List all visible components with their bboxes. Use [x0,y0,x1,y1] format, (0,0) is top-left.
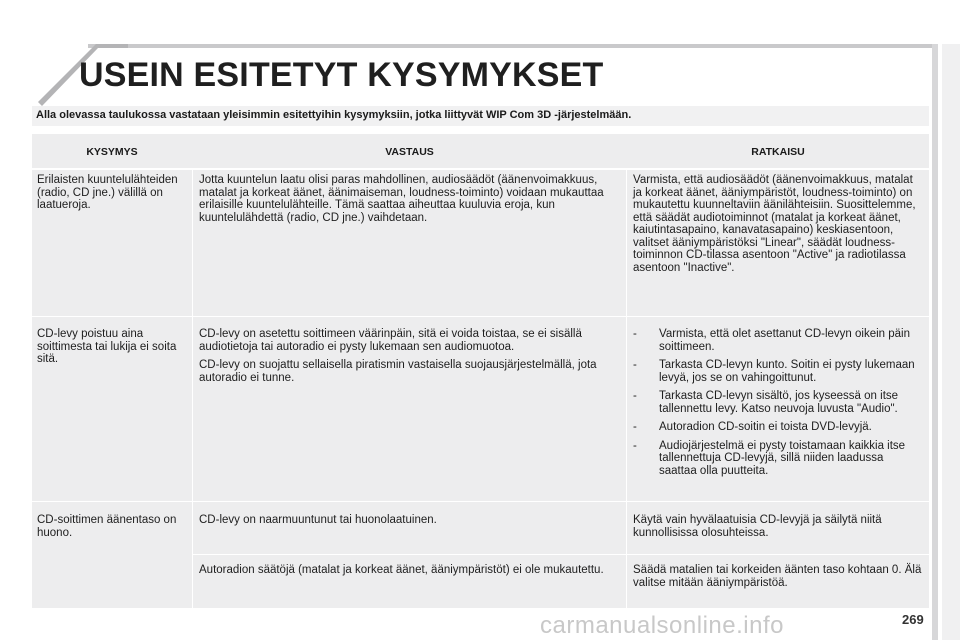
answer-cell [199,564,619,583]
row-divider [32,316,929,317]
solution-paragraph: Käytä vain hyvälaatuisia CD-levyjä ja säilytä niitä kunnollisissa olosuhteissa. [633,514,882,539]
solution-item-text: Tarkasta CD-levyn sisältö, jos kyseessä on itse tallennettu levy. Katso neuvoja luvusta "Audio". [659,390,899,415]
list-dash: - [633,421,637,433]
solution-item-text: Tarkasta CD-levyn kunto. Soitin ei pysty lukemaan levyä, jos se on vahingoittunut. [659,359,915,384]
row-divider [32,501,929,502]
solution-item-text: Audiojärjestelmä ei pysty toistamaan kaikkia itse tallennettuja CD-levyjä, sillä niiden laadussa saattaa olla puutteita. [659,439,906,477]
solution-paragraph: Varmista, että audiosäädöt (äänenvoimakkuus, matalat ja korkeat äänet, ääniympäristöt, loudness-toiminto) on mukautettu kuunneltaviin äänilähteisiin. Suosittelemme, että säädät audiotoiminnot (matalat ja korkeat äänet, kaiutintasapaino, kanavatasapaino) keskiasentoon, valitset ääniympäristöksi "Linear", säädät loudness-toiminnon CD-tilassa asentoon "Active" ja radiotilassa asentoon "Inactive". [633,174,916,274]
question-cell: Erilaisten kuuntelulähteiden (radio, CD jne.) välillä on laatueroja. [37,174,178,211]
column-header-question: KYSYMYS [86,146,138,158]
question-cell: CD-levy poistuu aina soittimesta tai lukija ei soita sitä. [37,328,177,365]
list-dash: - [633,390,637,402]
answer-paragraph: CD-levy on suojattu sellaisella piratismin vastaisella suojausjärjestelmällä, jota autoradio ei tunne. [199,359,597,384]
solution-item-text: Varmista, että olet asettanut CD-levyn oikein päin soittimeen. [659,328,910,353]
column-divider [626,170,627,608]
question-cell: CD-soittimen äänentaso on huono. [37,514,177,539]
intro-text: Alla olevassa taulukossa vastataan yleisimmin esitettyihin kysymyksiin, jotka liittyvät WIP Com 3D -järjestelmään. [36,109,632,121]
page-title: USEIN ESITETYT KYSYMYKSET [79,56,604,94]
solution-list-item [633,328,923,353]
answer-cell [199,328,619,390]
solution-paragraph: Säädä matalien tai korkeiden äänten taso kohtaan 0. Älä valitse mitään ääniympäristöä. [633,564,922,589]
solution-list-item [633,421,923,434]
right-margin-sheen [942,44,960,640]
solution-cell [633,514,923,545]
column-divider [192,170,193,608]
column-header-answer: VASTAUS [385,146,434,158]
answer-paragraph: Autoradion säätöjä (matalat ja korkeat äänet, ääniympäristöt) ei ole mukautettu. [199,564,604,576]
row-divider [193,554,929,555]
list-dash: - [633,439,637,452]
solution-cell [633,564,923,595]
column-header-solution: RATKAISU [751,146,805,158]
answer-paragraph: CD-levy on asetettu soittimeen väärinpäin, sitä ei voida toistaa, se ei sisällä audiotietoja tai autoradio ei pysty lukemaan sen audiomuotoa. [199,328,582,353]
page-number: 269 [902,612,924,627]
answer-cell [199,174,619,230]
header-rule [88,44,933,48]
header-divider [32,168,929,170]
watermark: carmanualsonline.info [540,612,784,639]
solution-list-item [633,440,923,478]
solution-list [633,328,923,483]
list-dash: - [633,328,637,340]
right-margin-rule [932,44,938,640]
answer-paragraph: CD-levy on naarmuuntunut tai huonolaatuinen. [199,514,437,526]
faq-table [32,134,929,608]
solution-item-text: Autoradion CD-soitin ei toista DVD-levyjä. [659,421,872,433]
list-dash: - [633,359,637,371]
solution-cell [633,174,923,280]
solution-list-item [633,359,923,384]
solution-list-item [633,390,923,415]
answer-cell [199,514,619,533]
answer-paragraph: Jotta kuuntelun laatu olisi paras mahdollinen, audiosäädöt (äänenvoimakkuus, matalat ja korkeat äänet, äänimaiseman, loudness-toiminto) voidaan mukauttaa erilaisille kuuntelulähteille. Tämä saattaa aiheuttaa kuuluvia eroja, kun kuuntelulähdettä (radio, CD jne.) vaihdetaan. [199,174,604,224]
